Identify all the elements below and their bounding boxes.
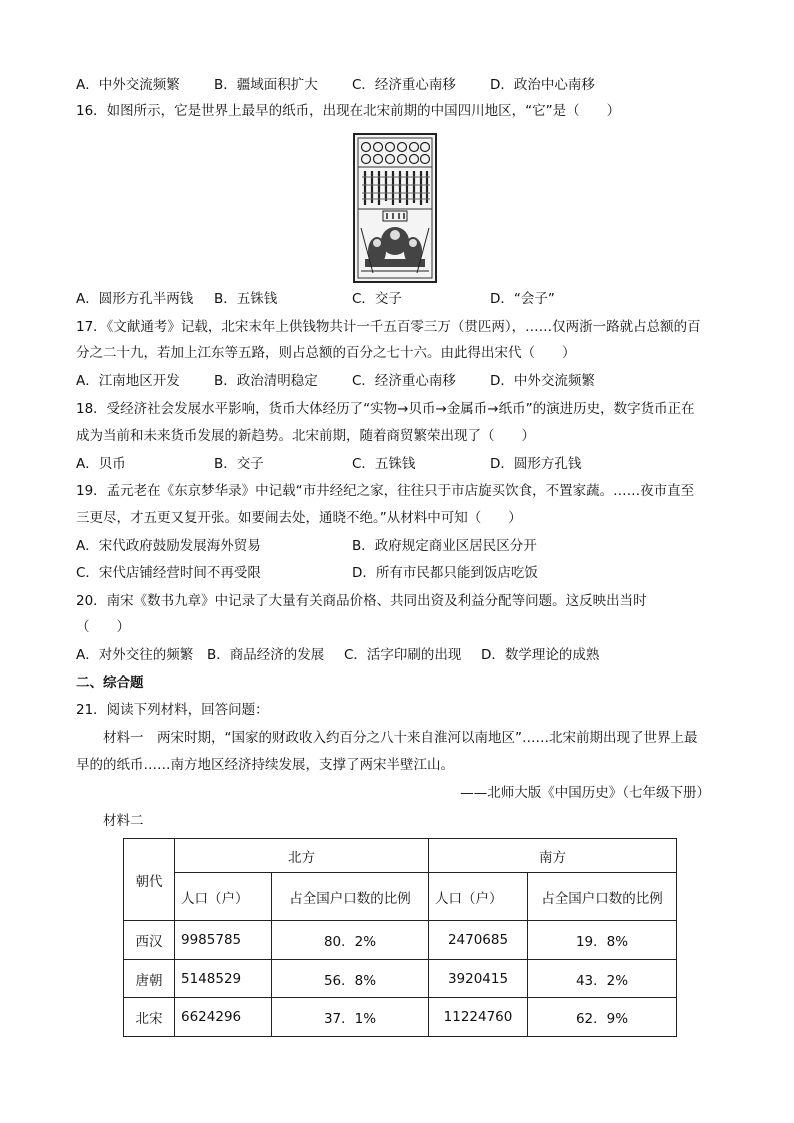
q20-stem-line2: （ ）: [76, 619, 130, 635]
q16-stem: 16．如图所示，它是世界上最早的纸币，出现在北宋前期的中国四川地区，“它”是（ ）: [76, 103, 621, 119]
q16-option-b[interactable]: B．五铢钱: [214, 291, 278, 307]
population-table: [123, 838, 677, 1037]
row-south-ratio: 62．9%: [528, 998, 677, 1037]
q18-stem-line2: 成为当前和未来货币发展的新趋势。北宋前期，随着商贸繁荣出现了（ ）: [76, 428, 535, 444]
row-north-pop: 5148529: [175, 960, 272, 998]
q16-option-c[interactable]: C．交子: [352, 291, 402, 307]
q17-stem-line1: 17．《文献通考》记载，北宋末年上供钱物共计一千五百零三万（贯匹两），……仅两浙一路就占总额的百: [76, 319, 701, 335]
q21-material1-source: ——北师大版《中国历史》（七年级下册）: [460, 785, 710, 801]
q20-option-b[interactable]: B．商品经济的发展: [207, 647, 325, 663]
header-north-ratio: 占全国户口数的比例: [272, 873, 429, 921]
jiaozi-banknote-image: [353, 133, 437, 283]
row-north-ratio: 80．2%: [272, 921, 429, 960]
row-north-ratio: 56．8%: [272, 960, 429, 998]
q17-option-a[interactable]: A．江南地区开发: [76, 373, 180, 389]
table-row: [124, 960, 677, 998]
row-south-ratio: 19．8%: [528, 921, 677, 960]
row-south-pop: 11224760: [429, 998, 528, 1037]
q21-material2-label: 材料二: [103, 813, 144, 829]
q17-option-c[interactable]: C．经济重心南移: [352, 373, 456, 389]
section-title-comprehensive: 二、综合题: [76, 675, 144, 691]
row-dynasty: 唐朝: [124, 960, 175, 998]
row-north-ratio: 37．1%: [272, 998, 429, 1037]
q17-option-d[interactable]: D．中外交流频繁: [490, 373, 595, 389]
q21-stem: 21．阅读下列材料，回答问题：: [76, 702, 269, 718]
q21-material1-line2: 早的的纸币……南方地区经济持续发展，支撑了两宋半壁江山。: [76, 757, 454, 773]
header-dynasty: 朝代: [124, 839, 175, 921]
q15-option-d[interactable]: D．政治中心南移: [490, 77, 595, 93]
q18-option-b[interactable]: B．交子: [214, 456, 264, 472]
q15-option-c[interactable]: C．经济重心南移: [352, 77, 456, 93]
row-north-pop: 6624296: [175, 998, 272, 1037]
q19-stem-line2: 三更尽，才五更又复开张。如要闹去处，通晓不绝。”从材料中可知（ ）: [76, 510, 522, 526]
q17-stem-line2: 分之二十九，若加上江东等五路，则占总额的百分之七十六。由此得出宋代（ ）: [76, 345, 576, 361]
q18-stem-line1: 18．受经济社会发展水平影响，货币大体经历了“实物→贝币→金属币→纸币”的演进历史，数字货币正在: [76, 401, 695, 417]
q18-option-d[interactable]: D．圆形方孔钱: [490, 456, 582, 472]
header-south: 南方: [429, 839, 677, 873]
q18-option-c[interactable]: C．五铢钱: [352, 456, 416, 472]
q15-option-b[interactable]: B．疆域面积扩大: [214, 77, 318, 93]
q20-option-d[interactable]: D．数学理论的成熟: [481, 647, 600, 663]
row-south-pop: 2470685: [429, 921, 528, 960]
q20-option-a[interactable]: A．对外交往的频繁: [76, 647, 194, 663]
header-south-pop: 人口（户）: [429, 873, 528, 921]
table-row: [124, 998, 677, 1037]
row-dynasty: 西汉: [124, 921, 175, 960]
q20-stem-line1: 20．南宋《数书九章》中记录了大量有关商品价格、共同出资及利益分配等问题。这反映出当时: [76, 593, 647, 609]
row-south-ratio: 43．2%: [528, 960, 677, 998]
q16-option-a[interactable]: A．圆形方孔半两钱: [76, 291, 194, 307]
q18-option-a[interactable]: A．贝币: [76, 456, 126, 472]
header-south-ratio: 占全国户口数的比例: [528, 873, 677, 921]
q19-option-c[interactable]: C．宋代店铺经营时间不再受限: [76, 565, 261, 581]
q15-option-a[interactable]: A．中外交流频繁: [76, 77, 180, 93]
q17-option-b[interactable]: B．政治清明稳定: [214, 373, 318, 389]
row-south-pop: 3920415: [429, 960, 528, 998]
header-north-pop: 人口（户）: [175, 873, 272, 921]
q19-option-d[interactable]: D．所有市民都只能到饭店吃饭: [352, 565, 538, 581]
q19-option-b[interactable]: B．政府规定商业区居民区分开: [352, 538, 537, 554]
q16-option-d[interactable]: D．“会子”: [490, 291, 555, 307]
row-north-pop: 9985785: [175, 921, 272, 960]
row-dynasty: 北宋: [124, 998, 175, 1037]
q19-stem-line1: 19．孟元老在《东京梦华录》中记载“市井经纪之家，往往只于市店旋买饮食，不置家蔬。……夜市直至: [76, 483, 695, 499]
q21-material1-line1: 材料一 两宋时期，“国家的财政收入约百分之八十来自淮河以南地区”……北宋前期出现了世界上最: [103, 730, 698, 746]
table-row: [124, 921, 677, 960]
header-north: 北方: [175, 839, 429, 873]
jiaozi-illustration: [353, 133, 437, 283]
q19-option-a[interactable]: A．宋代政府鼓励发展海外贸易: [76, 538, 261, 554]
q20-option-c[interactable]: C．活字印刷的出现: [344, 647, 462, 663]
